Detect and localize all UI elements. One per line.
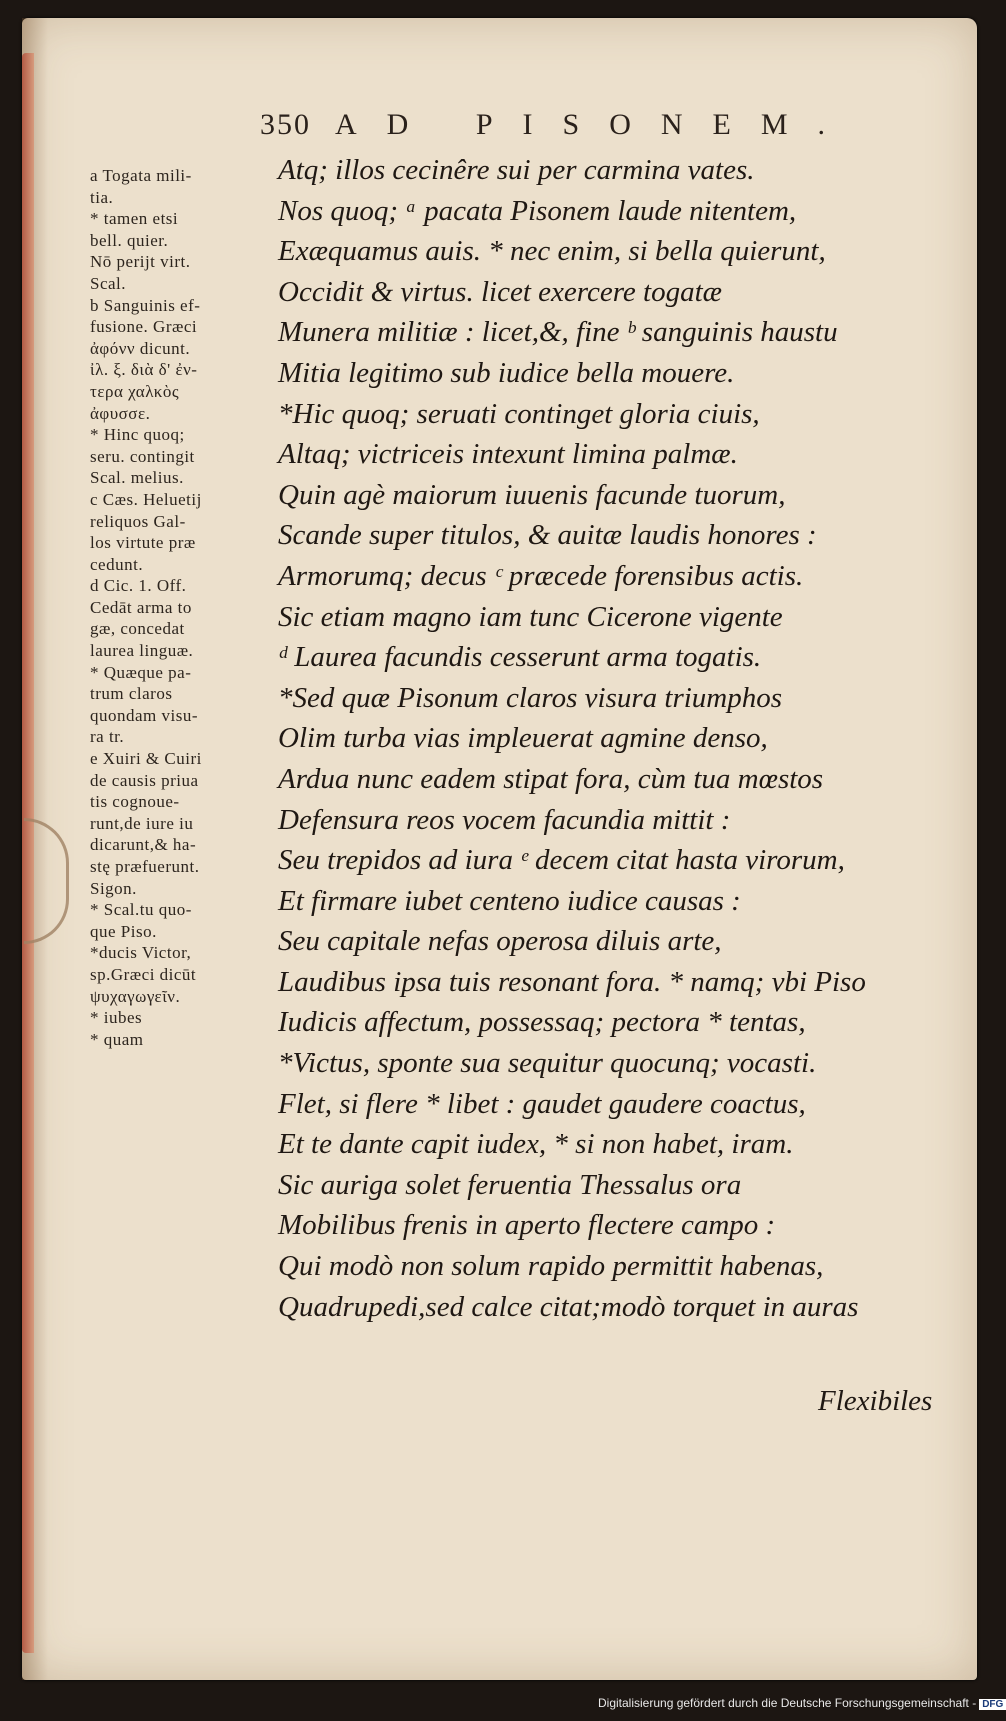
- verse-line: Defensura reos vocem facundia mittit :: [278, 803, 731, 836]
- dfg-logo: DFG: [979, 1699, 1006, 1710]
- verse-line: Ardua nunc eadem stipat fora, cùm tua mœstos: [278, 762, 824, 795]
- margin-note-line: reliquos Gal-: [90, 511, 186, 531]
- verse-line: Qui modò non solum rapido permittit habenas,: [278, 1250, 824, 1283]
- margin-note-line: d Cic. 1. Off.: [90, 576, 187, 596]
- margin-note-line: sp.Græci dicūt: [90, 964, 197, 984]
- margin-note-line: stę præfuerunt.: [90, 857, 200, 876]
- verse-line: Flet, si flere * libet : gaudet gaudere coactus,: [278, 1087, 806, 1120]
- margin-note-line: *ducis Victor,: [90, 943, 192, 963]
- margin-note-line: quondam visu-: [90, 705, 199, 725]
- margin-note-line: runt,de iure iu: [90, 813, 194, 833]
- verse-line: Seu trepidos ad iura ᵉ decem citat hasta virorum,: [278, 844, 845, 877]
- verse-line: ᵈ Laurea facundis cesserunt arma togatis.: [278, 641, 762, 674]
- verse-line: Sic auriga solet feruentia Thessalus ora: [278, 1168, 742, 1201]
- verse-line: Atq; illos cecinêre sui per carmina vates.: [278, 154, 755, 186]
- verse-line: Altaq; victriceis intexunt limina palmæ.: [278, 438, 738, 471]
- margin-note-line: * Quæque pa-: [90, 662, 192, 682]
- verse-line: Occidit & virtus. licet exercere togatæ: [278, 275, 722, 308]
- verse-line: Nos quoq; ᵃ pacata Pisonem laude nitentem,: [278, 194, 797, 227]
- margin-note-line: a Togata mili-: [90, 166, 192, 185]
- margin-note-line: * tamen etsi: [90, 209, 179, 229]
- margin-note-line: * quam: [90, 1029, 144, 1049]
- verse-line: *Victus, sponte sua sequitur quocunq; vocasti.: [278, 1047, 817, 1080]
- verse-line: Armorumq; decus ᶜ præcede forensibus actis.: [278, 559, 804, 592]
- margin-note-line: tis cognoue-: [90, 792, 180, 812]
- margin-note-line: fusione. Græci: [90, 317, 198, 337]
- margin-note-line: ἰλ. ξ. διὰ δ' ἐν-: [90, 360, 198, 380]
- catchword: Flexibiles: [818, 1385, 933, 1417]
- margin-note-line: Nō perijt virt.: [90, 252, 191, 272]
- margin-note-line: b Sanguinis ef-: [90, 295, 201, 315]
- margin-note-line: * Scal.tu quo-: [90, 900, 192, 920]
- margin-note-line: ἀφυσσε.: [90, 403, 151, 423]
- verse-line: Munera militiæ : licet,&, fine ᵇ sanguinis haustu: [278, 316, 838, 349]
- margin-note-line: c Cæs. Heluetij: [90, 489, 202, 509]
- verse-line: Mitia legitimo sub iudice bella mouere.: [278, 356, 735, 389]
- margin-note-line: * iubes: [90, 1008, 143, 1028]
- margin-note-line: ψυχαγωγεῖν.: [90, 986, 181, 1006]
- verse-line: Exæquamus auis. * nec enim, si bella quierunt,: [278, 235, 826, 268]
- margin-note-line: ra tr.: [90, 727, 125, 747]
- margin-note-line: Scal.: [90, 273, 127, 293]
- verse-line: *Sed quæ Pisonum claros visura triumphos: [278, 681, 783, 714]
- verse-line: Laudibus ipsa tuis resonant fora. * namq; vbi Piso: [278, 965, 866, 998]
- margin-note-line: seru. contingit: [90, 446, 195, 466]
- verse-line: Iudicis affectum, possessaq; pectora * tentas,: [278, 1006, 806, 1039]
- verse-line: Et firmare iubet centeno iudice causas :: [278, 884, 741, 917]
- margin-note-line: ἀφόνν dicunt.: [90, 338, 191, 358]
- margin-note-line: τερα χαλκὸς: [90, 381, 180, 401]
- margin-notes: [90, 165, 290, 1050]
- margin-note-line: Sigon.: [90, 878, 137, 898]
- margin-note-line: bell. quier.: [90, 230, 169, 250]
- margin-note-line: e Xuiri & Cuiri: [90, 749, 202, 769]
- verse-line: Mobilibus frenis in aperto flectere campo :: [278, 1209, 776, 1242]
- page-number: 350: [260, 108, 311, 141]
- verse-line: Olim turba vias impleuerat agmine denso,: [278, 722, 768, 755]
- margin-note-line: que Piso.: [90, 921, 157, 941]
- verse-text: [278, 150, 968, 1327]
- footer-credit: [598, 1696, 1006, 1710]
- verse-line: *Hic quoq; seruati continget gloria ciuis,: [278, 397, 760, 430]
- verse-line: Quadrupedi,sed calce citat;modò torquet in auras: [278, 1290, 859, 1323]
- margin-note-line: Cedāt arma to: [90, 597, 192, 617]
- margin-note-line: Scal. melius.: [90, 468, 184, 488]
- book-clasp: [24, 818, 69, 944]
- verse-line: Et te dante capit iudex, * si non habet, iram.: [278, 1128, 794, 1161]
- margin-note-line: los virtute præ: [90, 533, 196, 553]
- margin-note-line: laurea linguæ.: [90, 641, 194, 661]
- verse-line: Quin agè maiorum iuuenis facunde tuorum,: [278, 478, 786, 511]
- margin-note-line: trum claros: [90, 684, 173, 704]
- footer-text: Digitalisierung gefördert durch die Deutsche Forschungsgemeinschaft -: [598, 1696, 977, 1710]
- margin-note-line: * Hinc quoq;: [90, 425, 185, 445]
- margin-note-line: dicarunt,& ha-: [90, 835, 197, 855]
- verse-line: Scande super titulos, & auitæ laudis honores :: [278, 519, 817, 552]
- verse-line: Sic etiam magno iam tunc Cicerone vigente: [278, 600, 783, 633]
- margin-note-line: de causis priua: [90, 770, 199, 790]
- verse-line: Seu capitale nefas operosa diluis arte,: [278, 925, 722, 958]
- running-header: [260, 108, 860, 142]
- margin-note-line: gæ, concedat: [90, 619, 185, 639]
- running-title: AD PISONEM.: [335, 108, 856, 141]
- margin-note-line: cedunt.: [90, 554, 144, 574]
- margin-note-line: tia.: [90, 187, 114, 207]
